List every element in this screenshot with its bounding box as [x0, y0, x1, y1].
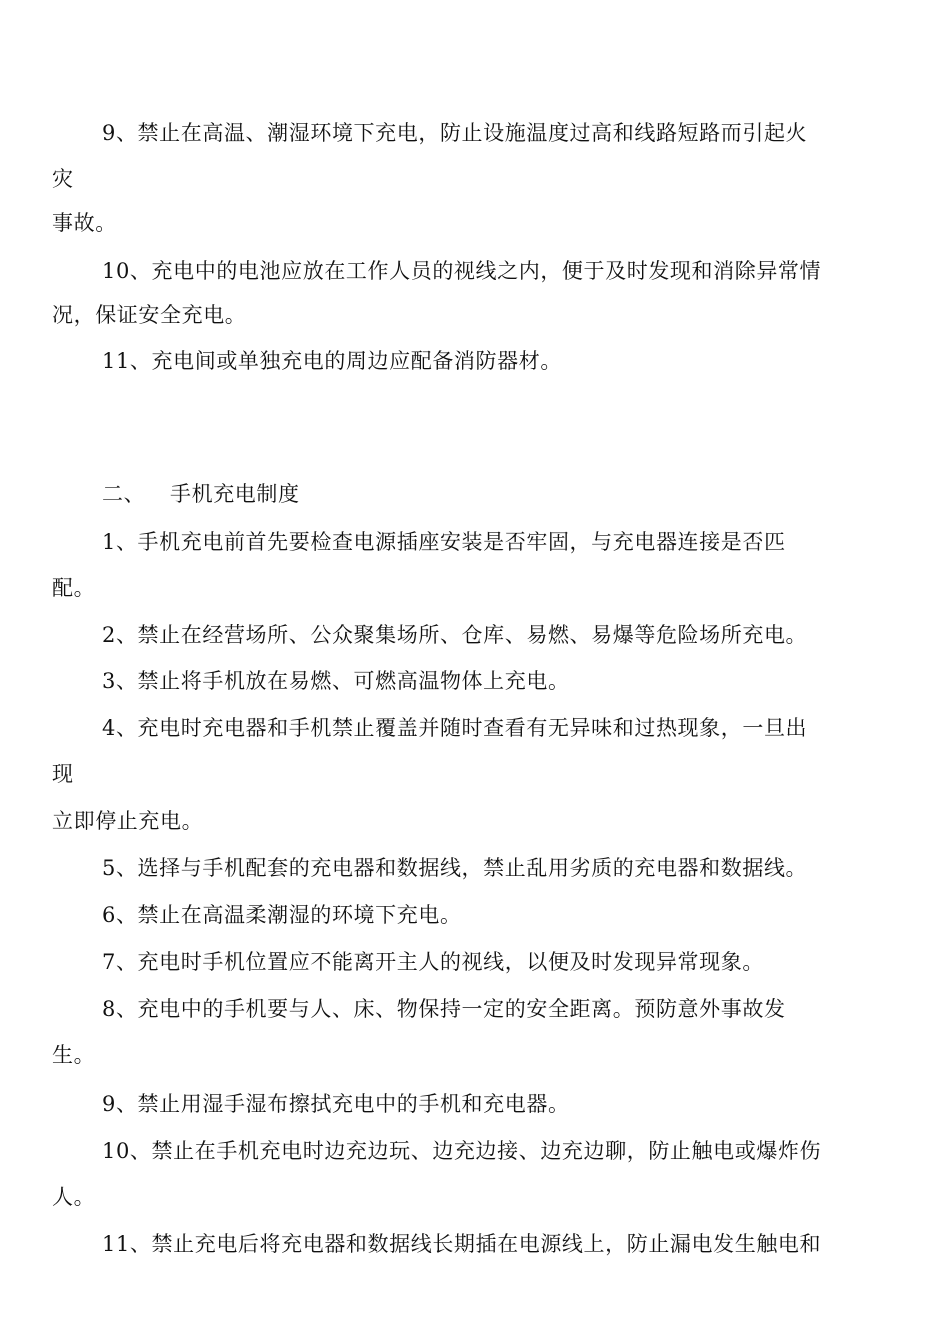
rule-8-line-1: 8、充电中的手机要与人、床、物保持一定的安全距离。预防意外事故发: [102, 997, 786, 1021]
paragraph-10-line-2: 况，保证安全充电。: [52, 303, 247, 327]
section-heading-number: 二、: [102, 482, 146, 506]
rule-10-line-1: 10、禁止在手机充电时边充边玩、边充边接、边充边聊，防止触电或爆炸伤: [102, 1139, 822, 1163]
rule-5: 5、选择与手机配套的充电器和数据线，禁止乱用劣质的充电器和数据线。: [102, 856, 808, 880]
rule-4-line-2: 现: [52, 762, 74, 786]
rule-4-line-1: 4、充电时充电器和手机禁止覆盖并随时查看有无异味和过热现象，一旦出: [102, 716, 808, 740]
paragraph-10-line-1: 10、充电中的电池应放在工作人员的视线之内，便于及时发现和消除异常情: [102, 259, 822, 283]
rule-6: 6、禁止在高温柔潮湿的环境下充电。: [102, 903, 462, 927]
rule-1-line-2: 配。: [52, 576, 96, 600]
rule-8-line-2: 生。: [52, 1043, 96, 1067]
rule-3: 3、禁止将手机放在易燃、可燃高温物体上充电。: [102, 669, 570, 693]
rule-1-line-1: 1、手机充电前首先要检查电源插座安装是否牢固，与充电器连接是否匹: [102, 530, 786, 554]
paragraph-11: 11、充电间或单独充电的周边应配备消防器材。: [102, 349, 562, 373]
rule-9: 9、禁止用湿手湿布擦拭充电中的手机和充电器。: [102, 1092, 570, 1116]
rule-2: 2、禁止在经营场所、公众聚集场所、仓库、易燃、易爆等危险场所充电。: [102, 623, 808, 647]
section-heading-title: 手机充电制度: [170, 482, 300, 506]
rule-10-line-2: 人。: [52, 1185, 96, 1209]
rule-11-line-1: 11、禁止充电后将充电器和数据线长期插在电源线上，防止漏电发生触电和: [102, 1232, 822, 1256]
paragraph-9-line-1: 9、禁止在高温、潮湿环境下充电，防止设施温度过高和线路短路而引起火: [102, 121, 808, 145]
rule-7: 7、充电时手机位置应不能离开主人的视线，以便及时发现异常现象。: [102, 950, 764, 974]
paragraph-9-line-2: 灾: [52, 167, 74, 191]
rule-4-line-3: 立即停止充电。: [52, 809, 204, 833]
paragraph-9-line-3: 事故。: [52, 211, 117, 235]
